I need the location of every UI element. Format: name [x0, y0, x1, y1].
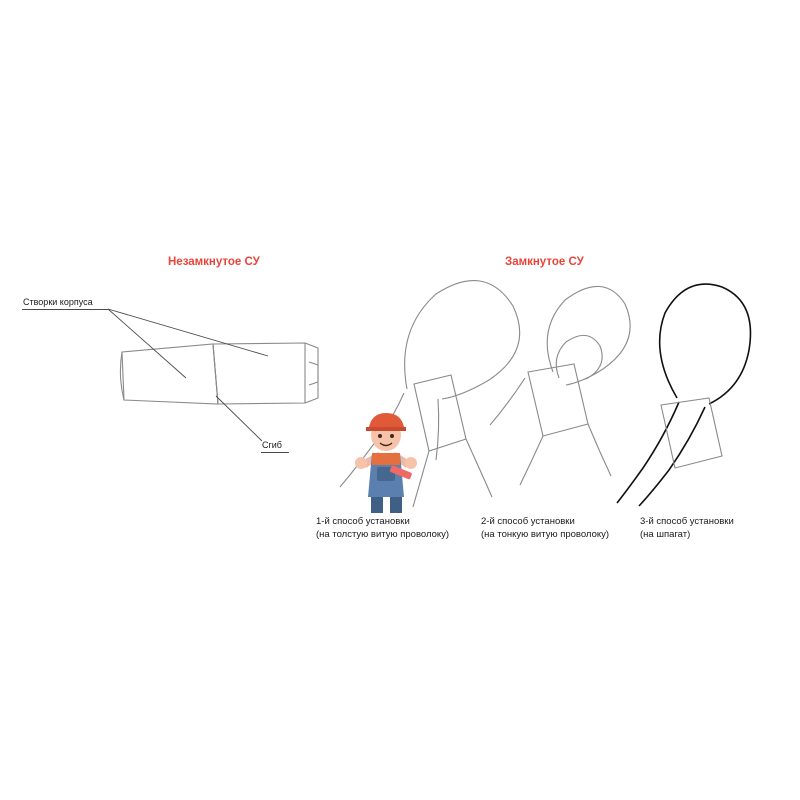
caption-method-1-line2: (на толстую витую проволоку) — [316, 528, 450, 540]
figure2-tail-left — [520, 436, 543, 485]
figure2-loop-inner — [556, 335, 602, 379]
heading-right: Замкнутое СУ — [505, 256, 584, 268]
figure1-loop — [405, 281, 520, 399]
figure3-twine-tail-left — [617, 402, 679, 503]
left-figure-notch — [309, 362, 318, 385]
left-figure-left-edge — [120, 352, 124, 400]
annotation-stvorki-underline — [22, 309, 108, 310]
figure3-twine-tail-right — [639, 407, 705, 506]
caption-method-3 — [640, 516, 734, 541]
annotation-sgib: Сгиб — [262, 440, 282, 450]
leader-sgib — [216, 396, 262, 441]
caption-method-2-line2: (на тонкую витую проволоку) — [481, 528, 610, 540]
caption-method-3-line1: 3-й способ установки — [640, 516, 734, 527]
caption-method-3-line2: (на шпагат) — [640, 528, 691, 540]
figure2-wire-strand — [490, 378, 525, 425]
figure3-twine-loop — [660, 284, 751, 404]
left-figure-flap-right — [213, 343, 305, 404]
annotation-stvorki-korpusa: Створки корпуса — [23, 297, 93, 307]
caption-method-1-line1: 1-й способ установки — [316, 516, 410, 527]
leader-stvorki-2 — [108, 309, 268, 356]
left-figure-flap-left — [122, 344, 218, 404]
caption-method-2 — [481, 516, 609, 541]
left-figure-fold-line — [213, 344, 218, 404]
annotation-sgib-underline — [261, 452, 289, 453]
left-figure-nose — [305, 343, 318, 403]
caption-method-1 — [316, 516, 449, 541]
figure2-loop-outer — [547, 286, 630, 385]
figure1-wire-strand-right — [436, 399, 439, 460]
figure2-body — [528, 364, 588, 436]
figure2-tail-right — [588, 424, 611, 476]
leader-stvorki-1 — [108, 309, 186, 378]
figure3-body — [661, 398, 722, 468]
mascot-worker-illustration — [348, 405, 426, 515]
figure1-tail-right — [466, 439, 492, 497]
caption-method-2-line1: 2-й способ установки — [481, 516, 575, 527]
heading-left: Незамкнутое СУ — [168, 256, 260, 268]
